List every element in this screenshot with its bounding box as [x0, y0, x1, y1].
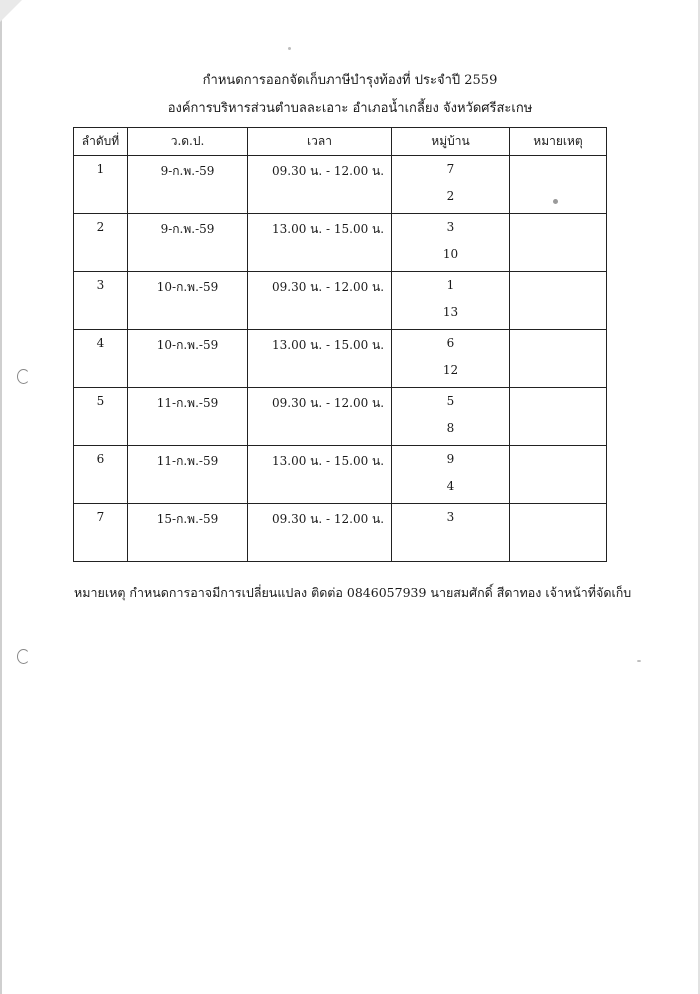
row-time: 13.00 น. - 15.00 น. [272, 222, 385, 236]
table-row [74, 446, 607, 504]
row-number: 6 [96, 452, 105, 466]
header-no: ลำดับที่ [74, 128, 128, 156]
row-number: 3 [96, 278, 105, 292]
table-row [74, 388, 607, 446]
row-village-2: 10 [442, 247, 459, 261]
row-number: 4 [96, 336, 105, 350]
row-village-1: 6 [446, 336, 455, 350]
scan-speck [553, 199, 558, 204]
row-village-1: 1 [446, 278, 455, 292]
table-row [74, 156, 607, 214]
table-header-row [74, 128, 607, 156]
schedule-table [73, 127, 607, 562]
table-row [74, 504, 607, 562]
row-village-1: 9 [446, 452, 455, 466]
header-date: ว.ด.ป. [128, 128, 248, 156]
row-time: 09.30 น. - 12.00 น. [272, 512, 385, 526]
row-remark [510, 504, 607, 562]
row-village-2: 4 [446, 479, 455, 493]
row-remark [510, 446, 607, 504]
row-remark [510, 330, 607, 388]
row-village-1: 7 [446, 162, 455, 176]
document-subtitle: องค์การบริหารส่วนตำบลละเอาะ อำเภอน้ำเกลี้ยง จังหวัดศรีสะเกษ [167, 101, 533, 116]
row-date: 15-ก.พ.-59 [156, 512, 219, 526]
row-date: 10-ก.พ.-59 [156, 338, 219, 352]
row-date: 9-ก.พ.-59 [160, 222, 215, 236]
row-date: 11-ก.พ.-59 [156, 454, 219, 468]
row-village-2: 12 [442, 363, 459, 377]
scan-speck [637, 660, 641, 662]
row-remark [510, 156, 607, 214]
punch-hole-mark [17, 369, 30, 384]
row-date: 9-ก.พ.-59 [160, 164, 215, 178]
footnote: หมายเหตุ กำหนดการอาจมีการเปลี่ยนแปลง ติดต่อ 0846057939 นายสมศักดิ์ สีดาทอง เจ้าหน้าที่จัดเก็บ [74, 585, 632, 600]
table-row [74, 330, 607, 388]
table-row [74, 272, 607, 330]
header-remark: หมายเหตุ [510, 128, 607, 156]
row-time: 09.30 น. - 12.00 น. [272, 396, 385, 410]
row-remark [510, 272, 607, 330]
row-time: 09.30 น. - 12.00 น. [272, 164, 385, 178]
row-village-1: 3 [446, 220, 455, 234]
row-number: 5 [96, 394, 105, 408]
document-title: กำหนดการออกจัดเก็บภาษีบำรุงท้องที่ ประจำปี 2559 [202, 73, 498, 88]
row-number: 1 [96, 162, 105, 176]
row-village-1: 5 [446, 394, 455, 408]
row-number: 7 [96, 510, 105, 524]
row-number: 2 [96, 220, 105, 234]
row-village-1: 3 [446, 510, 455, 524]
page-edge-left [0, 0, 2, 994]
row-date: 11-ก.พ.-59 [156, 396, 219, 410]
punch-hole-mark [17, 649, 30, 664]
scan-speck [288, 47, 291, 50]
row-village-2: 2 [446, 189, 455, 203]
row-time: 13.00 น. - 15.00 น. [272, 338, 385, 352]
row-remark [510, 214, 607, 272]
table-row [74, 214, 607, 272]
row-date: 10-ก.พ.-59 [156, 280, 219, 294]
row-time: 13.00 น. - 15.00 น. [272, 454, 385, 468]
header-time: เวลา [248, 128, 392, 156]
corner-fold [0, 0, 22, 22]
row-remark [510, 388, 607, 446]
header-village: หมู่บ้าน [392, 128, 510, 156]
row-village-2: 13 [442, 305, 459, 319]
row-time: 09.30 น. - 12.00 น. [272, 280, 385, 294]
row-village-2: 8 [446, 421, 455, 435]
